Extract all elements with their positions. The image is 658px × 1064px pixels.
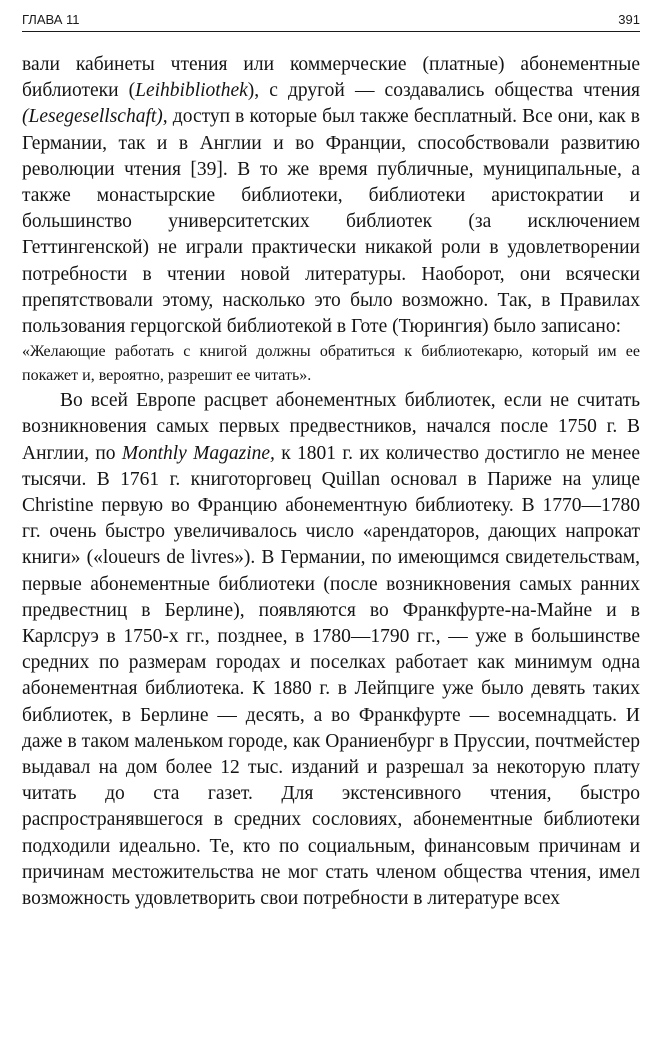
paragraph-2-part-1: Во всей Европе расцвет абонементных библиотек, если не считать возникновения самых первых предвестников, начался после 1750 г. В Англии, по — [22, 390, 640, 464]
block-quote: «Желающие работать с книгой должны обратиться к библиотекарю, который им ее покажет и, вероятно, разрешит ее читать». — [22, 343, 640, 385]
paragraph-1 — [22, 52, 640, 340]
paragraph-1-part-1: вали кабинеты чтения или коммерческие (платные) абонементные библиотеки ( — [22, 54, 640, 102]
running-header — [22, 12, 640, 28]
chapter-label: ГЛАВА 11 — [22, 12, 80, 27]
paragraph-1-part-3: доступ в которые был также бесплатный. Все они, как в Германии, так и в Англии и во Франции, способствовали развитию революции чтения [39]. В то же время публичные, муниципальные, а также монастырские библиотеки, библиотеки аристократии и большинство университетских библиотек (за исключением Геттингенской) не играли практически никакой роли в удовлетворении потребности в чтении новой литературы. Наоборот, они всячески препятствовали этому, насколько это было возможно. Так, в Правилах пользования герцогской библиотекой в Готе (Тюрингия) было записано: — [22, 106, 640, 338]
paragraph-1-italic-term-1: Leihbibliothek — [135, 80, 248, 102]
page-number: 391 — [618, 12, 640, 27]
header-rule — [22, 31, 640, 32]
paragraph-2-part-2: к 1801 г. их количество достигло не менее тысячи. В 1761 г. книготорговец Quillan основал в Париже на улице Christine первую во Францию абонементную библиотеку. В 1770—1780 гг. очень быстро увеличивалось число «арендаторов, дающих напрокат книги» («loueurs de livres»). В Германии, по имеющимся свидетельствам, первые абонементные библиотеки (после возникновения самых ранних предвестниц в Берлине), появляются во Франкфурте-на-Майне и в Карлсруэ в 1750-х гг., позднее, в 1780—1790 гг., — уже в большинстве средних по размерам городах и поселках работает как минимум одна абонементная библиотека. К 1880 г. в Лейпциге уже было девять таких библиотек, в Берлине — десять, а во Франкфурте — восемнадцать. И даже в таком маленьком городе, как Ораниенбург в Пруссии, почтмейстер выдавал на дом более 12 тыс. изданий и разрешал за некоторую плату читать до ста газет. Для экстенсивного чтения, быстро распространявшегося в средних сословиях, абонементные библиотеки подходили идеально. Те, кто по социальным, финансовым причинам и причинам местожительства не мог стать членом общества чтения, имел возможность удовлетворить свои потребности в литературе всех — [22, 442, 640, 910]
paragraph-1-part-2: ), с другой — создавались общества чтения — [247, 80, 640, 102]
paragraph-1-italic-term-2: (Lesegesellschaft), — [22, 106, 168, 128]
paragraph-2 — [22, 388, 640, 912]
paragraph-2-italic-title: Monthly Magazine, — [121, 442, 275, 464]
body-text — [22, 52, 640, 912]
